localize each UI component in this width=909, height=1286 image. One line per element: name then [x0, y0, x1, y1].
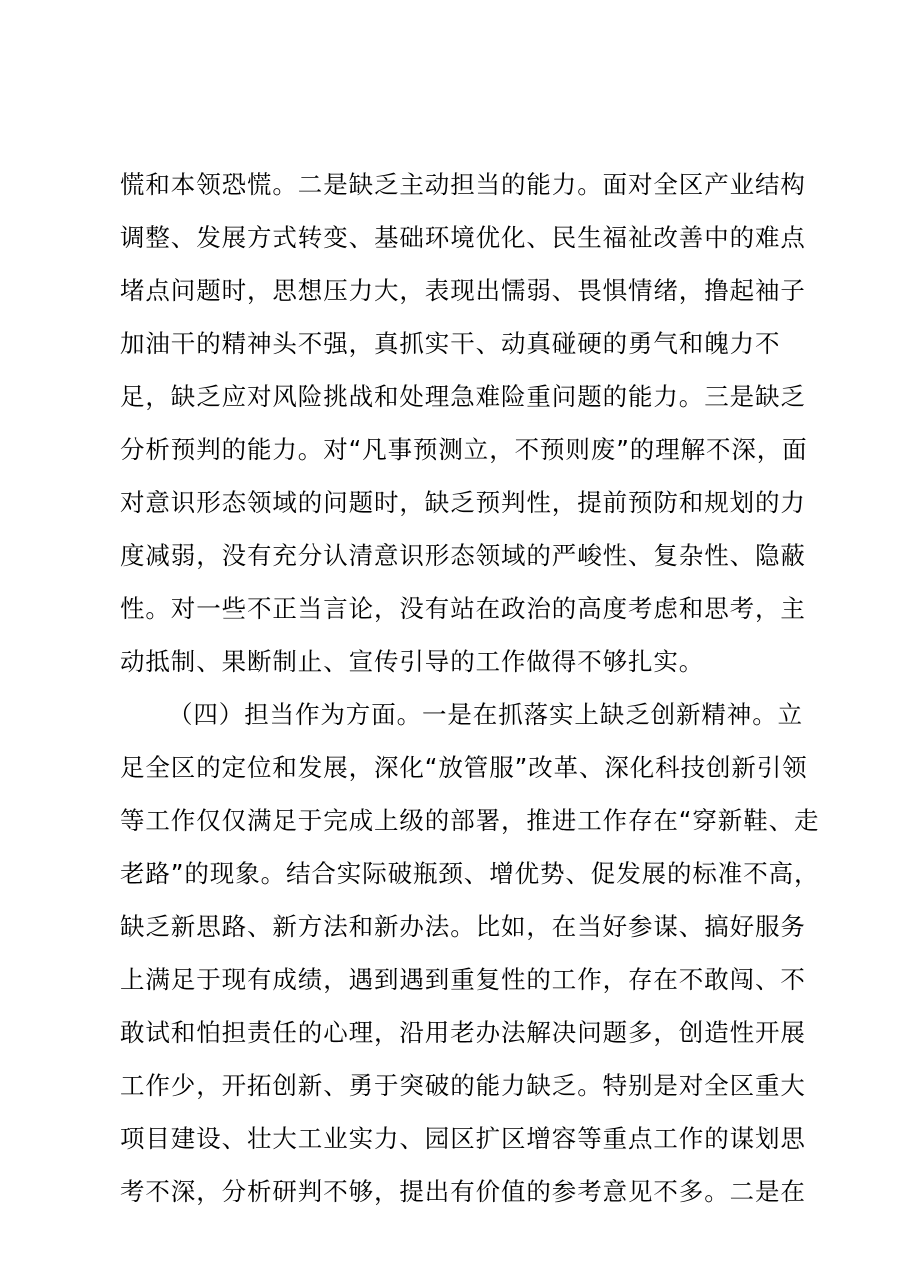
text-line: 堵点问题时，思想压力大，表现出懦弱、畏惧情绪，撸起袖子 — [120, 276, 806, 305]
text-line: 度减弱，没有充分认清意识形态领域的严峻性、复杂性、隐蔽 — [120, 541, 806, 570]
text-line: 敢试和怕担责任的心理，沿用老办法解决问题多，创造性开展 — [120, 1018, 806, 1047]
text-line: 项目建设、壮大工业实力、园区扩区增容等重点工作的谋划思 — [120, 1124, 806, 1153]
text-line: 性。对一些不正当言论，没有站在政治的高度考虑和思考，主 — [120, 594, 806, 623]
text-line: 足全区的定位和发展，深化“放管服”改革、深化科技创新引领 — [120, 753, 808, 782]
section-heading-line: （四）担当作为方面。一是在抓落实上缺乏创新精神。立 — [168, 700, 803, 729]
text-line: 足，缺乏应对风险挑战和处理急难险重问题的能力。三是缺乏 — [120, 382, 806, 411]
body-text — [120, 158, 820, 1218]
text-line: 动抵制、果断制止、宣传引导的工作做得不够扎实。 — [120, 647, 705, 676]
text-line: 缺乏新思路、新方法和新办法。比如，在当好参谋、搞好服务 — [120, 912, 806, 941]
text-line: 等工作仅仅满足于完成上级的部署，推进工作存在“穿新鞋、走 — [120, 806, 820, 835]
text-line: 上满足于现有成绩，遇到遇到重复性的工作，存在不敢闯、不 — [120, 965, 806, 994]
text-line: 调整、发展方式转变、基础环境优化、民生福祉改善中的难点 — [120, 223, 806, 252]
text-line: 加油干的精神头不强，真抓实干、动真碰硬的勇气和魄力不 — [120, 329, 781, 358]
text-line: 考不深，分析研判不够，提出有价值的参考意见不多。二是在 — [120, 1177, 806, 1206]
text-line: 慌和本领恐慌。二是缺乏主动担当的能力。面对全区产业结构 — [120, 170, 806, 199]
text-line: 老路”的现象。结合实际破瓶颈、增优势、促发展的标准不高， — [120, 859, 820, 888]
text-line: 工作少，开拓创新、勇于突破的能力缺乏。特别是对全区重大 — [120, 1071, 806, 1100]
text-line: 对意识形态领域的问题时，缺乏预判性，提前预防和规划的力 — [120, 488, 806, 517]
text-line: 分析预判的能力。对“凡事预测立，不预则废”的理解不深，面 — [120, 435, 808, 464]
